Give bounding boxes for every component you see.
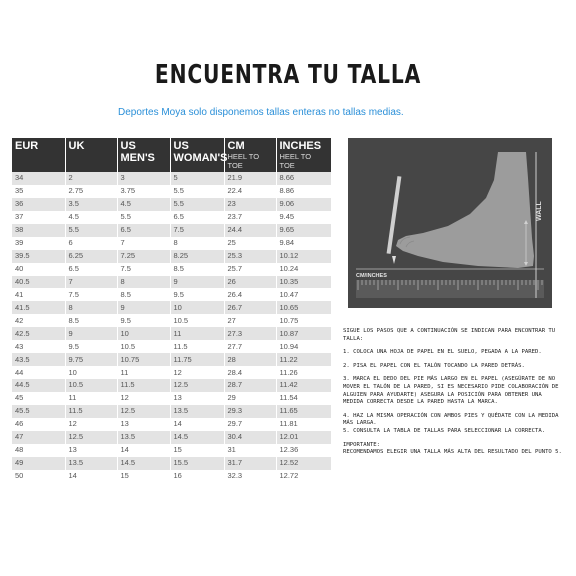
- table-cell: 29.3: [224, 405, 276, 418]
- table-row: [12, 224, 331, 237]
- table-cell: 41.5: [12, 301, 65, 314]
- column-header-label: UK: [68, 140, 85, 152]
- table-header-row: [12, 138, 331, 172]
- table-cell: 16: [170, 470, 224, 483]
- table-row: [12, 444, 331, 457]
- table-row: [12, 263, 331, 276]
- table-cell: 9: [170, 276, 224, 289]
- table-row: [12, 457, 331, 470]
- table-cell: 6.5: [170, 211, 224, 224]
- table-cell: 27.7: [224, 340, 276, 353]
- table-cell: 50: [12, 470, 65, 483]
- table-cell: 10: [65, 366, 117, 379]
- table-cell: 37: [12, 211, 65, 224]
- table-cell: 32.3: [224, 470, 276, 483]
- table-cell: 5.5: [117, 211, 170, 224]
- table-cell: 14: [65, 470, 117, 483]
- foot-measure-illustration: [348, 138, 552, 308]
- table-row: [12, 340, 331, 353]
- table-cell: 8: [117, 276, 170, 289]
- column-header: [224, 138, 276, 172]
- table-cell: 43: [12, 340, 65, 353]
- table-cell: 12: [170, 366, 224, 379]
- table-cell: 12.5: [65, 431, 117, 444]
- page-title: ENCUENTRA TU TALLA: [154, 60, 422, 90]
- table-cell: 13.5: [117, 431, 170, 444]
- table-cell: 23: [224, 198, 276, 211]
- table-cell: 7.5: [170, 224, 224, 237]
- table-cell: 6: [65, 237, 117, 250]
- table-cell: 28.4: [224, 366, 276, 379]
- table-row: [12, 288, 331, 301]
- table-cell: 44.5: [12, 379, 65, 392]
- table-cell: 15.5: [170, 457, 224, 470]
- table-cell: 10.24: [276, 263, 331, 276]
- table-cell: 13: [117, 418, 170, 431]
- table-row: [12, 198, 331, 211]
- table-cell: 3.75: [117, 185, 170, 198]
- table-cell: 11.65: [276, 405, 331, 418]
- table-cell: 3: [117, 172, 170, 185]
- table-cell: 10.65: [276, 301, 331, 314]
- table-cell: 10.75: [276, 314, 331, 327]
- instruction-step-2: 2. PISA EL PAPEL CON EL TALÓN TOCANDO LA PARED DETRÁS.: [343, 362, 525, 369]
- table-row: [12, 211, 331, 224]
- table-cell: 13: [65, 444, 117, 457]
- table-cell: 9.5: [117, 314, 170, 327]
- table-row: [12, 172, 331, 185]
- size-chart-table: [12, 138, 332, 483]
- table-cell: 11.26: [276, 366, 331, 379]
- table-cell: 10: [117, 327, 170, 340]
- table-cell: 10.94: [276, 340, 331, 353]
- table-cell: 7.5: [65, 288, 117, 301]
- table-cell: 12: [65, 418, 117, 431]
- column-header: [117, 138, 170, 172]
- table-cell: 9.75: [65, 353, 117, 366]
- table-row: [12, 327, 331, 340]
- ruler-label: CM/INCHES: [356, 273, 387, 279]
- table-row: [12, 431, 331, 444]
- table-cell: 12.01: [276, 431, 331, 444]
- table-cell: 48: [12, 444, 65, 457]
- table-cell: 12.5: [170, 379, 224, 392]
- table-body: [12, 172, 331, 483]
- table-cell: 7.25: [117, 250, 170, 263]
- pencil-tip: [392, 256, 396, 264]
- table-cell: 27: [224, 314, 276, 327]
- table-cell: 11: [65, 392, 117, 405]
- table-cell: 8.66: [276, 172, 331, 185]
- table-cell: 11.75: [170, 353, 224, 366]
- table-cell: 31.7: [224, 457, 276, 470]
- table-row: [12, 353, 331, 366]
- table-cell: 44: [12, 366, 65, 379]
- table-cell: 29: [224, 392, 276, 405]
- table-cell: 40: [12, 263, 65, 276]
- table-cell: 12.36: [276, 444, 331, 457]
- table-cell: 9: [65, 327, 117, 340]
- table-cell: 15: [170, 444, 224, 457]
- table-cell: 11.5: [117, 379, 170, 392]
- table-cell: 10.35: [276, 276, 331, 289]
- table-cell: 47: [12, 431, 65, 444]
- table-cell: 14.5: [117, 457, 170, 470]
- table-cell: 21.9: [224, 172, 276, 185]
- important-title: IMPORTANTE:: [343, 441, 381, 448]
- column-header-label: US MEN'S: [120, 140, 155, 164]
- table-cell: 46: [12, 418, 65, 431]
- table-cell: 11.42: [276, 379, 331, 392]
- table-cell: 28.7: [224, 379, 276, 392]
- table-cell: 8.86: [276, 185, 331, 198]
- table-cell: 8: [170, 237, 224, 250]
- table-cell: 8.25: [170, 250, 224, 263]
- table-cell: 2.75: [65, 185, 117, 198]
- table-cell: 25.7: [224, 263, 276, 276]
- table-cell: 13: [170, 392, 224, 405]
- table-cell: 26.7: [224, 301, 276, 314]
- table-row: [12, 301, 331, 314]
- table-cell: 13.5: [170, 405, 224, 418]
- table-cell: 8.5: [117, 288, 170, 301]
- foot-silhouette: [396, 152, 534, 268]
- wall-label: WALL: [536, 201, 543, 221]
- table-cell: 27.3: [224, 327, 276, 340]
- table-cell: 39: [12, 237, 65, 250]
- table-cell: 9.65: [276, 224, 331, 237]
- table-cell: 14: [170, 418, 224, 431]
- table-cell: 5.5: [65, 224, 117, 237]
- table-cell: 5.5: [170, 185, 224, 198]
- column-header-label: CM: [227, 140, 245, 152]
- table-cell: 6.25: [65, 250, 117, 263]
- table-cell: 8.5: [65, 314, 117, 327]
- column-header-sub: HEEL TO TOE: [279, 152, 312, 170]
- table-cell: 11: [170, 327, 224, 340]
- table-cell: 36: [12, 198, 65, 211]
- column-header: [12, 138, 65, 172]
- table-cell: 10.5: [170, 314, 224, 327]
- table-cell: 4.5: [65, 211, 117, 224]
- table-cell: 31: [224, 444, 276, 457]
- table-cell: 3.5: [65, 198, 117, 211]
- table-cell: 25: [224, 237, 276, 250]
- instruction-step-3: 3. MARCA EL DEDO DEL PIE MÁS LARGO EN EL PAPEL (ASEGÚRATE DE NO MOVER EL TALÓN DE LA PARED, SI ES NECESARIO PIDE COLABORACIÓN DE ALGUIEN PARA AYUDARTE) ASEGURA LA POSICIÓN PARA OBTENER UNA MEDIDA CORRECTA DESDE LA PARED HASTA LA MARCA.: [343, 376, 559, 406]
- table-row: [12, 366, 331, 379]
- table-row: [12, 185, 331, 198]
- table-cell: 25.3: [224, 250, 276, 263]
- table-cell: 11.54: [276, 392, 331, 405]
- table-row: [12, 314, 331, 327]
- column-header-label: INCHES: [279, 140, 322, 152]
- table-cell: 12.5: [117, 405, 170, 418]
- table-cell: 12.72: [276, 470, 331, 483]
- table-cell: 40.5: [12, 276, 65, 289]
- table-cell: 10.5: [65, 379, 117, 392]
- table-cell: 6.5: [117, 224, 170, 237]
- table-cell: 35: [12, 185, 65, 198]
- table-cell: 39.5: [12, 250, 65, 263]
- table-cell: 7: [65, 276, 117, 289]
- table-cell: 6.5: [65, 263, 117, 276]
- instruction-step-1: 1. COLOCA UNA HOJA DE PAPEL EN EL SUELO, PEGADA A LA PARED.: [343, 349, 542, 356]
- table-cell: 45: [12, 392, 65, 405]
- instructions: [343, 328, 563, 463]
- foot-measure-diagram: [348, 138, 552, 308]
- table-cell: 10.5: [117, 340, 170, 353]
- table-row: [12, 405, 331, 418]
- table-cell: 26: [224, 276, 276, 289]
- table-cell: 23.7: [224, 211, 276, 224]
- table-cell: 14.5: [170, 431, 224, 444]
- important-text: RECOMENDAMOS ELEGIR UNA TALLA MÁS ALTA DEL RESULTADO DEL PUNTO 5.: [343, 449, 562, 456]
- column-header: [276, 138, 331, 172]
- table-cell: 10.12: [276, 250, 331, 263]
- table-cell: 15: [117, 470, 170, 483]
- table-cell: 9.84: [276, 237, 331, 250]
- table-cell: 29.7: [224, 418, 276, 431]
- table-cell: 41: [12, 288, 65, 301]
- table-cell: 14: [117, 444, 170, 457]
- table-row: [12, 418, 331, 431]
- table-cell: 26.4: [224, 288, 276, 301]
- column-header: [65, 138, 117, 172]
- table-cell: 8: [65, 301, 117, 314]
- column-header-label: US WOMAN'S: [173, 140, 228, 164]
- table-cell: 24.4: [224, 224, 276, 237]
- table-cell: 10.87: [276, 327, 331, 340]
- column-header-sub: HEEL TO TOE: [227, 152, 260, 170]
- table-cell: 9: [117, 301, 170, 314]
- table-row: [12, 276, 331, 289]
- table-cell: 5: [170, 172, 224, 185]
- table-cell: 12: [117, 392, 170, 405]
- table-cell: 9.5: [170, 288, 224, 301]
- table-cell: 7: [117, 237, 170, 250]
- table-cell: 8.5: [170, 263, 224, 276]
- table-cell: 11.5: [170, 340, 224, 353]
- table-cell: 34: [12, 172, 65, 185]
- table-cell: 10.75: [117, 353, 170, 366]
- table-cell: 11: [117, 366, 170, 379]
- table-cell: 38: [12, 224, 65, 237]
- store-notice: Deportes Moya solo disponemos tallas enteras no tallas medias.: [118, 107, 404, 118]
- table-cell: 42.5: [12, 327, 65, 340]
- table-cell: 11.5: [65, 405, 117, 418]
- table-cell: 10.47: [276, 288, 331, 301]
- table-cell: 22.4: [224, 185, 276, 198]
- table-cell: 28: [224, 353, 276, 366]
- table-cell: 12.52: [276, 457, 331, 470]
- column-header: [170, 138, 228, 172]
- column-header-label: EUR: [15, 140, 39, 152]
- table-cell: 30.4: [224, 431, 276, 444]
- table-cell: 49: [12, 457, 65, 470]
- table-row: [12, 470, 331, 483]
- table-cell: 42: [12, 314, 65, 327]
- table-cell: 4.5: [117, 198, 170, 211]
- table-cell: 9.45: [276, 211, 331, 224]
- table-cell: 43.5: [12, 353, 65, 366]
- table-cell: 11.81: [276, 418, 331, 431]
- table-row: [12, 250, 331, 263]
- table-row: [12, 379, 331, 392]
- table-cell: 9.06: [276, 198, 331, 211]
- instruction-step-4: 4. HAZ LA MISMA OPERACIÓN CON AMBOS PIES Y QUÉDATE CON LA MEDIDA MÁS LARGA.: [343, 412, 559, 427]
- table-cell: 7.5: [117, 263, 170, 276]
- table-row: [12, 237, 331, 250]
- table-cell: 45.5: [12, 405, 65, 418]
- table-cell: 9.5: [65, 340, 117, 353]
- table-row: [12, 392, 331, 405]
- table-cell: 2: [65, 172, 117, 185]
- table-cell: 11.22: [276, 353, 331, 366]
- instruction-step-5: 5. CONSULTA LA TABLA DE TALLAS PARA SELECCIONAR LA CORRECTA.: [343, 427, 546, 434]
- table-cell: 10: [170, 301, 224, 314]
- table-cell: 13.5: [65, 457, 117, 470]
- instructions-intro: SIGUE LOS PASOS QUE A CONTINUACIÓN SE INDICAN PARA ENCONTRAR TU TALLA:: [343, 328, 556, 342]
- table-cell: 5.5: [170, 198, 224, 211]
